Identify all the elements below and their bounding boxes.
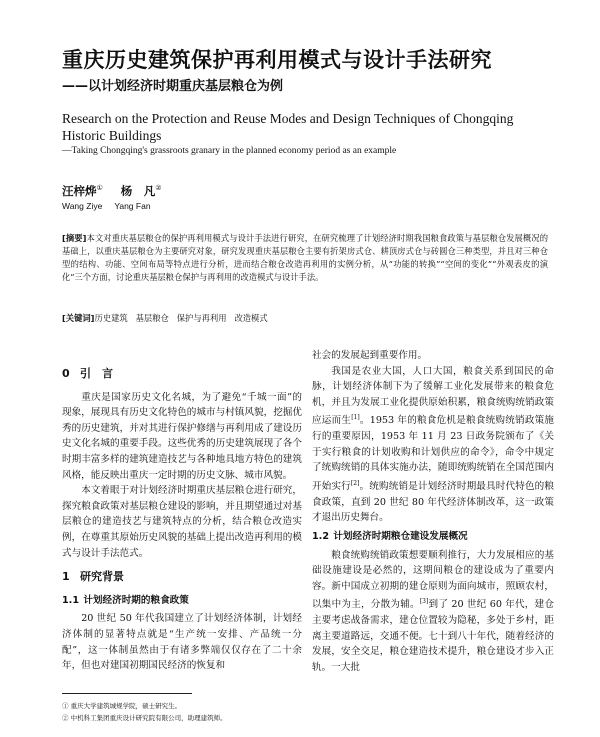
keyword: 历史建筑 <box>94 313 128 323</box>
chinese-subtitle: ——以计划经济时期重庆基层粮仓为例 <box>62 79 284 94</box>
footnotes <box>62 700 362 724</box>
english-subtitle: —Taking Chongqing's grassroots granary in the planned economy period as an example <box>62 146 397 156</box>
author-2-name-en: Yang Fan <box>114 201 151 211</box>
author-2-mark: ② <box>155 184 162 193</box>
english-title-line-2: Historic Buildings <box>62 128 162 143</box>
subsection-heading-grain-policy: 1.1 计划经济时期的粮食政策 <box>62 594 189 606</box>
citation: [2] <box>350 479 360 487</box>
subsection-heading-granary-development: 1.2 计划经济时期粮仓建设发展概况 <box>312 530 468 542</box>
section-heading-introduction: 0 引 言 <box>62 367 113 380</box>
chinese-title: 重庆历史建筑保护再利用模式与设计手法研究 <box>62 48 492 72</box>
keyword: 基层粮仓 <box>135 313 169 323</box>
abstract-label: [摘要] <box>62 233 87 243</box>
keyword: 改造模式 <box>234 313 268 323</box>
left-column <box>62 358 302 674</box>
abstract <box>62 232 548 284</box>
abstract-text: 本文对重庆基层粮仓的保护再利用模式与设计手法进行研究，在研究梳理了计划经济时期我国粮食政策与基层粮仓发展概况的基础上，以重庆基层粮仓为主要研究对象，研究发现重庆基层粮仓主要有折架房式仓、耕顶房式仓与砖圆仓三种类型，并且对三种仓型的结构、功能、空间布局等特点进行分析，进而结合粮仓改造再利用的实例分析，从“功能的转换”“空间的变化”“外观表皮的演化”三个方面，讨论重庆基层粮仓保护与再利用的改造模式与设计手法。 <box>62 233 548 282</box>
author-2-name: 杨 凡 <box>120 184 156 198</box>
footnote: ① 重庆大学建筑城规学院，硕士研究生。 <box>62 702 182 710</box>
keyword: 保护与再利用 <box>176 313 227 323</box>
author-names-english <box>62 201 151 211</box>
keywords <box>62 312 548 325</box>
footnote-divider <box>62 693 192 694</box>
author-names <box>62 183 162 199</box>
english-title-line-1: Research on the Protection and Reuse Modes and Design Techniques of Chongqing <box>62 111 514 126</box>
author-1-name-en: Wang Ziye <box>62 201 103 211</box>
citation: [1] <box>351 414 360 422</box>
paragraph: 粮食统购统销政策想要顺利推行，大力发展相应的基础设施建设是必然的，这期间粮仓的建设成为了重要内容。新中国成立初期的建仓原则为面向城市，照顾农村，以集中为主，分散为辅。[3]到了 20 世纪 60 年代，建仓主要考虑战备需求，建仓位置较为隐秘，多处于乡村，距离主要道路远，交通不便。七十到八十年代，随着经济的发展，安全交足，粮仓建造技术提升，粮仓建设才步入正轨。一大批 <box>312 549 554 673</box>
english-title <box>62 110 562 144</box>
paragraph: 我国是农业大国，人口大国，粮食关系到国民的命脉，计划经济体制下为了缓解工业化发展带来的粮食危机，并且为发展工业化提供原始积累，粮食统购统销政策应运而生[1]。1953 年的粮食危机是粮食统购统销政策施行的重要原因，1953 年 11 月 23 日政务院颁布了《关于实行粮食的计划收购和计划供应的命令》，命令中规定了统购统销的具体实施办法，随即统购统销在全国范围内开始实行[2]。统购统销是计划经济时期最具时代特色的粮食政策，直到 20 世纪 80 年代经济体制改革，这一政策才退出历史舞台。 <box>312 365 555 524</box>
paragraph: 重庆是国家历史文化名城，为了避免“千城一面”的现象，展现具有历史文化特色的城市与村镇风貌，挖掘优秀的历史建筑，并对其进行保护修缮与再利用成了建设历史文化名城的重要手段。这些优秀的历史建筑展现了各个时期丰富多样的建筑建造技艺与各种地具地方特色的建筑风格，能反映出重庆一定时期的历史文脉、城市风貌。 <box>62 391 302 481</box>
paragraph: 本文着眼于对计划经济时期重庆基层粮仓进行研究，探究粮食政策对基层粮仓建设的影响，并且期望通过对基层粮仓的建造技艺与建筑特点的分析，结合粮仓改造实例，在尊重其原始历史风貌的基础上提出改造再利用的模式与设计手法范式。 <box>62 485 302 559</box>
footnote: ② 中机科工集团重庆设计研究院有限公司，助理建筑师。 <box>62 714 227 722</box>
keywords-label: [关键词] <box>62 313 95 323</box>
paragraph: 社会的发展起到重要作用。 <box>312 350 428 361</box>
right-column <box>312 348 554 675</box>
section-heading-background: 1 研究背景 <box>62 570 124 584</box>
citation: [3] <box>419 598 429 606</box>
author-1-mark: ① <box>96 184 103 193</box>
author-1-name: 汪梓烨 <box>62 184 97 198</box>
paragraph: 20 世纪 50 年代我国建立了计划经济体制，计划经济体制的显著特点就是“生产统一安排、产品统一分配”，这一体制虽然由于有诸多弊端仅仅存在了二十余年，但也对建国初期国民经济的恢复和 <box>62 613 302 672</box>
